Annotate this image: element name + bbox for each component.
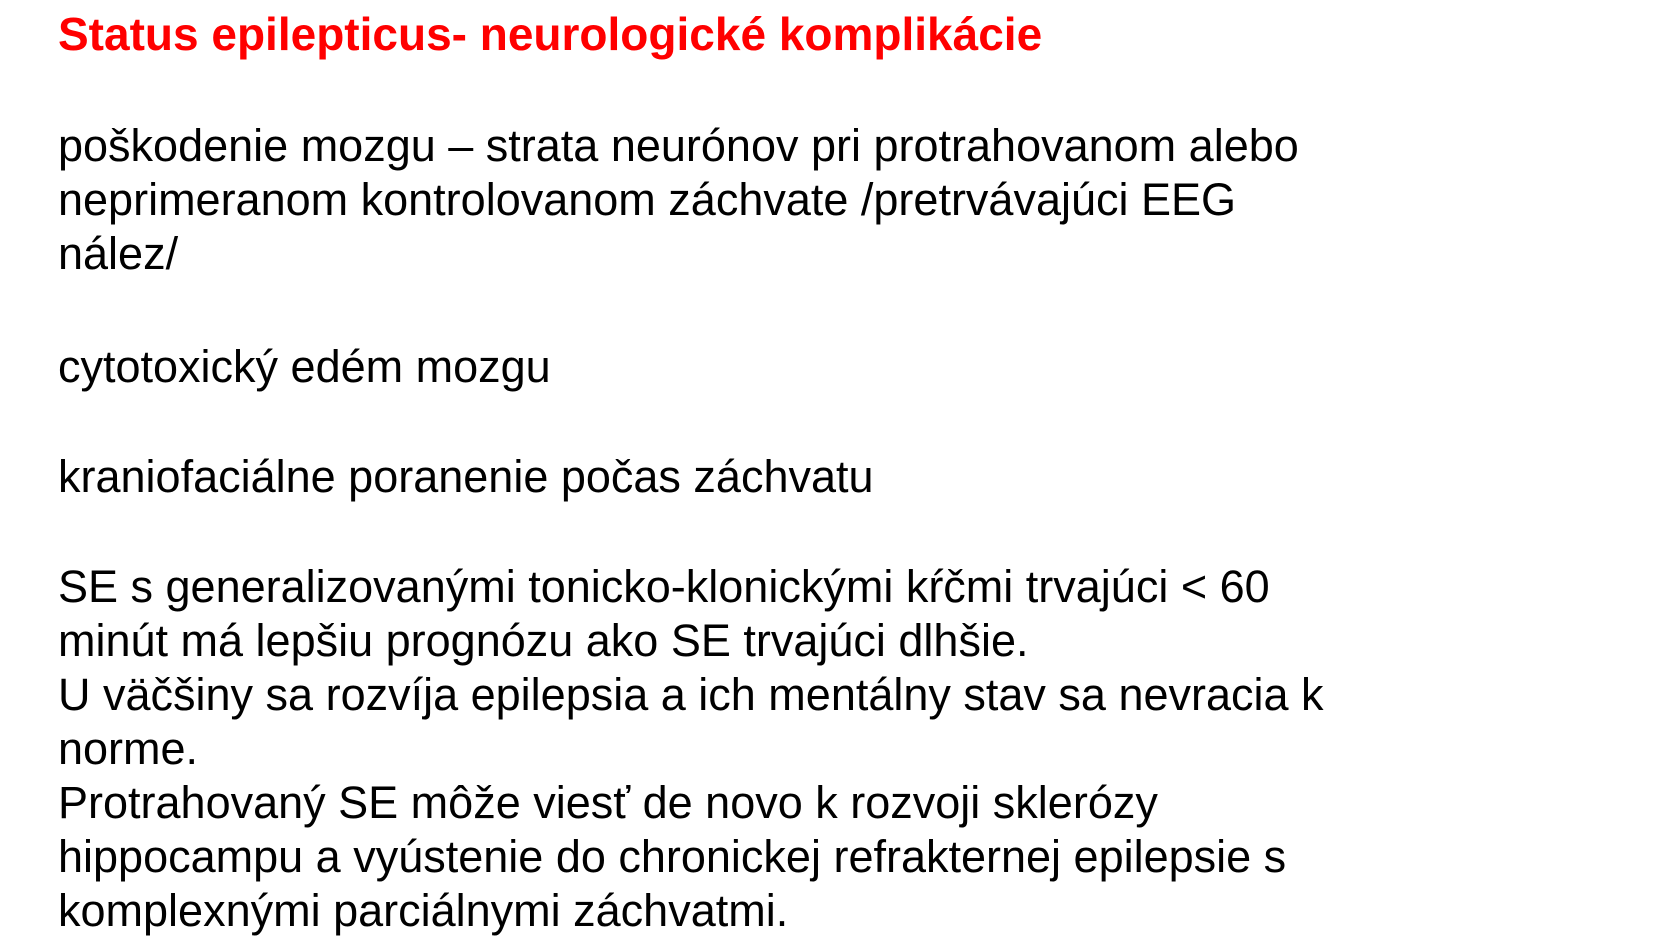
slide-title: Status epilepticus- neurologické komplikácie: [58, 8, 1043, 60]
paragraph-prognosis-line-3: U väčšiny sa rozvíja epilepsia a ich mentálny stav sa nevracia k: [58, 669, 1324, 720]
paragraph-prognosis-line-2: minút má lepšiu prognózu ako SE trvajúci dlhšie.: [58, 615, 1029, 666]
paragraph-prognosis-line-5: Protrahovaný SE môže viesť de novo k rozvoji sklerózy: [58, 777, 1158, 828]
paragraph-prognosis-line-7: komplexnými parciálnymi záchvatmi.: [58, 885, 789, 936]
paragraph-prognosis-line-1: SE s generalizovanými tonicko-klonickými kŕčmi trvajúci < 60: [58, 561, 1270, 612]
paragraph-cytotoxic-edema: cytotoxický edém mozgu: [58, 341, 551, 392]
paragraph-craniofacial-injury: kraniofaciálne poranenie počas záchvatu: [58, 451, 874, 502]
paragraph-prognosis-line-6: hippocampu a vyústenie do chronickej refrakternej epilepsie s: [58, 831, 1287, 882]
paragraph-prognosis-line-4: norme.: [58, 723, 199, 774]
paragraph-brain-damage-line-3: nález/: [58, 228, 179, 279]
paragraph-brain-damage-line-2: neprimeranom kontrolovanom záchvate /pretrvávajúci EEG: [58, 174, 1237, 225]
paragraph-brain-damage-line-1: poškodenie mozgu – strata neurónov pri protrahovanom alebo: [58, 120, 1299, 171]
